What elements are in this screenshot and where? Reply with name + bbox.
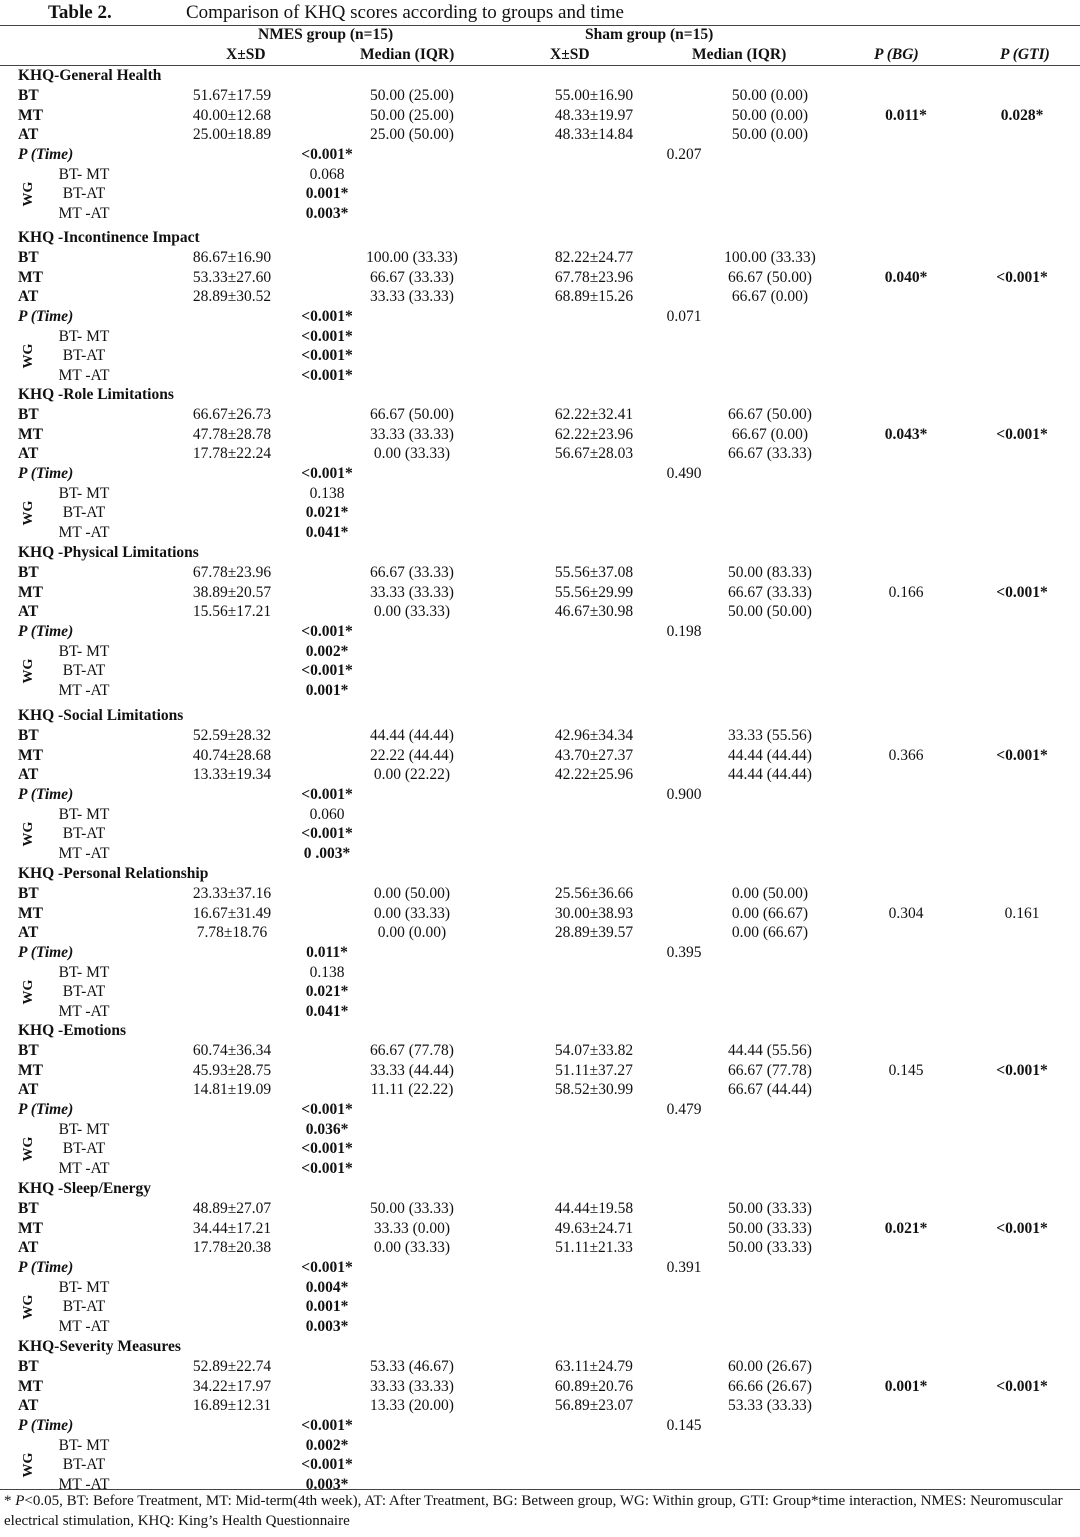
wg-comparison-label: MT -AT [58,844,110,862]
sham-mean-cell: 55.56±37.08 [554,564,634,581]
nmes-mean-cell: 14.81±19.09 [192,1081,272,1099]
nmes-median-cell: 66.67 (33.33) [370,564,454,581]
nmes-mean-cell: 28.89±30.52 [192,288,272,306]
p-time-nmes-value: <0.001* [301,308,353,325]
wg-value: 0 .003* [303,844,351,862]
nmes-median-cell: 33.33 (44.44) [370,1061,454,1079]
p-time-label: P (Time) [18,1417,74,1434]
wg-value: 0.021* [305,983,349,1001]
wg-rotated-label [20,1120,38,1178]
sham-mean-cell: 51.11±37.27 [555,1061,633,1079]
p-gti-value: 0.161 [1004,904,1040,922]
wg-comparison-label: MT -AT [58,204,110,222]
sham-mean-cell: 28.89±39.57 [554,924,634,942]
section-title: KHQ -Social Limitations [18,707,184,724]
wg-rotated-label [20,963,38,1021]
sham-mean-cell: 25.56±36.66 [554,885,634,902]
row-label: MT [18,1377,43,1395]
table-caption [0,2,1080,24]
nmes-median-cell: 100.00 (33.33) [366,249,458,266]
sham-mean-cell: 42.22±25.96 [554,766,634,784]
sham-median-cell: 50.00 (83.33) [728,564,812,581]
row-label: BT [18,564,39,581]
sham-mean-cell: 51.11±21.33 [555,1239,633,1257]
wg-comparison-label: BT- MT [58,642,110,660]
p-gti-value: <0.001* [996,268,1048,286]
nmes-median-cell: 11.11 (22.22) [370,1081,454,1099]
nmes-median-cell: 0.00 (0.00) [377,924,447,942]
row-label: MT [18,904,43,922]
wg-comparison-label: BT-AT [62,347,106,365]
wg-label-text: WG [21,1452,36,1478]
p-gti-header: P (GTI) [1000,46,1050,63]
row-label: MT [18,746,43,764]
wg-label-text: WG [21,821,36,847]
footnote [4,1491,1074,1531]
p-gti-value: <0.001* [996,1061,1048,1079]
p-time-label: P (Time) [18,944,74,961]
p-bg-value: 0.040* [884,268,928,286]
wg-value: <0.001* [301,1159,353,1177]
nmes-mean-cell: 67.78±23.96 [192,564,272,581]
row-label: AT [18,445,39,463]
row-label: AT [18,1239,39,1257]
wg-comparison-label: BT-AT [62,1456,106,1474]
wg-value: 0.002* [305,1436,349,1454]
sham-median-cell: 50.00 (33.33) [728,1239,812,1257]
row-label: BT [18,885,39,902]
wg-comparison-label: MT -AT [58,1002,110,1020]
sham-mean-cell: 49.63±24.71 [554,1219,634,1237]
p-time-label: P (Time) [18,1259,74,1276]
nmes-median-cell: 13.33 (20.00) [370,1397,454,1415]
nmes-median-cell: 50.00 (33.33) [370,1200,454,1217]
nmes-median-cell: 0.00 (33.33) [373,1239,451,1257]
nmes-median-cell: 0.00 (33.33) [373,904,451,922]
section-title: KHQ -Role Limitations [18,386,174,403]
section-title: KHQ -Incontinence Impact [18,229,200,246]
wg-value: 0.138 [309,963,345,981]
sham-median-cell: 66.67 (50.00) [728,406,812,423]
nmes-median-cell: 50.00 (25.00) [370,87,454,104]
sham-mean-cell: 82.22±24.77 [554,249,634,266]
wg-value: <0.001* [301,825,353,843]
p-bg-value: 0.366 [888,746,924,764]
p-gti-value: <0.001* [996,583,1048,601]
wg-value: 0.003* [305,1317,349,1335]
sham-group-header: Sham group (n=15) [585,26,714,43]
sham-mean-cell: 48.33±14.84 [554,126,634,144]
wg-value: 0.002* [305,642,349,660]
table-number: Table 2. [48,2,112,23]
sham-mean-cell: 48.33±19.97 [554,106,634,124]
p-bg-value: 0.145 [888,1061,924,1079]
sham-median-cell: 66.67 (0.00) [731,425,809,443]
p-time-nmes-value: <0.001* [301,465,353,482]
sham-mean-cell: 44.44±19.58 [554,1200,634,1217]
wg-rotated-label [20,1278,38,1336]
wg-value: 0.041* [305,523,349,541]
p-time-sham-value: 0.900 [666,786,702,803]
p-time-sham-value: 0.145 [666,1417,702,1434]
nmes-median-cell: 33.33 (33.33) [370,288,454,306]
p-time-nmes-value: <0.001* [301,1259,353,1276]
nmes-mean-cell: 15.56±17.21 [192,603,272,621]
nmes-mean-cell: 47.78±28.78 [192,425,272,443]
p-time-nmes-value: <0.001* [301,1417,353,1434]
sham-median-header: Median (IQR) [692,46,787,63]
nmes-median-cell: 0.00 (33.33) [373,445,451,463]
sham-mean-cell: 63.11±24.79 [555,1358,633,1375]
wg-label-text: WG [21,343,36,369]
sham-median-cell: 44.44 (55.56) [728,1042,812,1059]
wg-comparison-label: BT- MT [58,484,110,502]
nmes-median-cell: 0.00 (22.22) [373,766,451,784]
row-label: BT [18,727,39,744]
wg-comparison-label: BT- MT [58,805,110,823]
wg-value: 0.003* [305,204,349,222]
nmes-mean-cell: 66.67±26.73 [192,406,272,423]
sham-median-cell: 66.67 (50.00) [728,268,812,286]
p-time-sham-value: 0.391 [666,1259,702,1276]
p-gti-value: <0.001* [996,1377,1048,1395]
p-time-sham-value: 0.395 [666,944,702,961]
p-time-nmes-value: <0.001* [301,146,353,163]
wg-value: 0.004* [305,1278,349,1296]
sham-mean-cell: 42.96±34.34 [554,727,634,744]
wg-comparison-label: MT -AT [58,523,110,541]
row-label: AT [18,603,39,621]
sham-median-cell: 44.44 (44.44) [728,766,812,784]
sham-mean-cell: 30.00±38.93 [554,904,634,922]
p-time-label: P (Time) [18,786,74,803]
nmes-mean-cell: 40.00±12.68 [192,106,272,124]
nmes-median-cell: 0.00 (50.00) [373,885,451,902]
nmes-mean-cell: 34.22±17.97 [192,1377,272,1395]
wg-value: 0.138 [309,484,345,502]
p-time-label: P (Time) [18,465,74,482]
wg-comparison-label: BT- MT [58,165,110,183]
wg-value: 0.001* [305,681,349,699]
footnote-p-label: P [15,1493,25,1509]
wg-comparison-label: MT -AT [58,366,110,384]
top-rule [0,25,1080,26]
wg-value: <0.001* [301,366,353,384]
p-time-sham-value: 0.071 [666,308,702,325]
wg-value: <0.001* [301,1456,353,1474]
wg-rotated-label [20,327,38,385]
nmes-mean-cell: 13.33±19.34 [192,766,272,784]
wg-rotated-label [20,642,38,700]
sham-median-cell: 50.00 (0.00) [731,126,809,144]
wg-comparison-label: MT -AT [58,1317,110,1335]
nmes-mean-cell: 17.78±22.24 [192,445,272,463]
wg-label-text: WG [21,500,36,526]
sham-mean-cell: 68.89±15.26 [554,288,634,306]
sham-mean-cell: 60.89±20.76 [554,1377,634,1395]
wg-value: 0.003* [305,1475,349,1493]
wg-comparison-label: BT-AT [62,185,106,203]
sham-median-cell: 50.00 (50.00) [728,603,812,621]
wg-rotated-label [20,805,38,863]
bottom-rule [0,1489,1080,1490]
nmes-mean-cell: 52.89±22.74 [192,1358,272,1375]
wg-label-text: WG [21,979,36,1005]
p-bg-value: 0.304 [888,904,924,922]
nmes-median-cell: 33.33 (33.33) [370,425,454,443]
wg-comparison-label: BT-AT [62,1140,106,1158]
nmes-mean-cell: 25.00±18.89 [192,126,272,144]
sham-median-cell: 50.00 (0.00) [731,106,809,124]
p-bg-value: 0.021* [884,1219,928,1237]
nmes-median-cell: 53.33 (46.67) [370,1358,454,1375]
sham-mean-cell: 55.00±16.90 [554,87,634,104]
wg-value: <0.001* [301,1140,353,1158]
sham-median-cell: 44.44 (44.44) [728,746,812,764]
row-label: AT [18,126,39,144]
wg-comparison-label: BT-AT [62,504,106,522]
p-time-label: P (Time) [18,146,74,163]
header-rule [0,65,1080,66]
wg-comparison-label: BT- MT [58,1436,110,1454]
p-time-nmes-value: <0.001* [301,1101,353,1118]
wg-label-text: WG [21,1294,36,1320]
p-bg-value: 0.166 [888,583,924,601]
section-title: KHQ -Sleep/Energy [18,1180,152,1197]
sham-median-cell: 50.00 (33.33) [728,1200,812,1217]
wg-comparison-label: BT- MT [58,1278,110,1296]
sham-mean-cell: 56.89±23.07 [554,1397,634,1415]
nmes-median-cell: 0.00 (33.33) [373,603,451,621]
wg-value: 0.060 [309,805,345,823]
nmes-median-cell: 50.00 (25.00) [370,106,454,124]
sham-median-cell: 66.66 (26.67) [728,1377,812,1395]
wg-value: 0.001* [305,185,349,203]
sham-median-cell: 100.00 (33.33) [724,249,816,266]
wg-label-text: WG [21,181,36,207]
nmes-mean-cell: 7.78±18.76 [196,924,268,942]
nmes-mean-header: X±SD [226,46,266,63]
sham-median-cell: 60.00 (26.67) [728,1358,812,1375]
wg-comparison-label: MT -AT [58,1475,110,1493]
wg-comparison-label: BT-AT [62,825,106,843]
row-label: BT [18,249,39,266]
row-label: BT [18,87,39,104]
row-label: MT [18,583,43,601]
nmes-mean-cell: 53.33±27.60 [192,268,272,286]
wg-value: 0.036* [305,1120,349,1138]
footnote-lead: * [4,1493,16,1509]
p-time-nmes-value: <0.001* [301,623,353,640]
nmes-mean-cell: 40.74±28.68 [192,746,272,764]
p-time-nmes-value: <0.001* [301,786,353,803]
p-time-sham-value: 0.207 [666,146,702,163]
p-time-sham-value: 0.490 [666,465,702,482]
section-title: KHQ -Emotions [18,1022,127,1039]
row-label: AT [18,924,39,942]
wg-value: 0.001* [305,1298,349,1316]
nmes-median-cell: 66.67 (33.33) [370,268,454,286]
nmes-group-header: NMES group (n=15) [258,26,394,43]
p-gti-value: <0.001* [996,746,1048,764]
sham-median-cell: 0.00 (66.67) [731,904,809,922]
row-label: AT [18,1397,39,1415]
p-time-label: P (Time) [18,1101,74,1118]
sham-median-cell: 0.00 (66.67) [731,924,809,942]
nmes-mean-cell: 48.89±27.07 [192,1200,272,1217]
p-time-label: P (Time) [18,623,74,640]
nmes-mean-cell: 17.78±20.38 [192,1239,272,1257]
row-label: BT [18,1200,39,1217]
section-title: KHQ -Physical Limitations [18,544,199,561]
wg-comparison-label: BT-AT [62,662,106,680]
sham-mean-cell: 58.52±30.99 [554,1081,634,1099]
wg-comparison-label: BT- MT [58,963,110,981]
row-label: BT [18,406,39,423]
nmes-mean-cell: 45.93±28.75 [192,1061,272,1079]
wg-rotated-label [20,165,38,223]
section-title: KHQ-Severity Measures [18,1338,181,1355]
wg-comparison-label: MT -AT [58,1159,110,1177]
wg-label-text: WG [21,1136,36,1162]
nmes-median-cell: 66.67 (50.00) [370,406,454,423]
p-time-sham-value: 0.198 [666,623,702,640]
sham-mean-cell: 62.22±23.96 [554,425,634,443]
row-label: AT [18,766,39,784]
sham-median-cell: 33.33 (55.56) [728,727,812,744]
nmes-median-cell: 22.22 (44.44) [370,746,454,764]
nmes-median-header: Median (IQR) [360,46,455,63]
sham-mean-cell: 62.22±32.41 [554,406,634,423]
wg-rotated-label [20,1436,38,1494]
wg-comparison-label: BT- MT [58,1120,110,1138]
sham-median-cell: 0.00 (50.00) [731,885,809,902]
wg-value: 0.068 [309,165,345,183]
row-label: MT [18,268,43,286]
sham-median-cell: 66.67 (77.78) [728,1061,812,1079]
nmes-median-cell: 33.33 (0.00) [373,1219,451,1237]
sham-mean-cell: 43.70±27.37 [554,746,634,764]
sham-median-cell: 50.00 (33.33) [728,1219,812,1237]
sham-median-cell: 66.67 (0.00) [731,288,809,306]
p-time-sham-value: 0.479 [666,1101,702,1118]
nmes-mean-cell: 51.67±17.59 [192,87,272,104]
nmes-median-cell: 33.33 (33.33) [370,583,454,601]
row-label: AT [18,1081,39,1099]
sham-mean-cell: 56.67±28.03 [554,445,634,463]
sham-median-cell: 50.00 (0.00) [731,87,809,104]
row-label: MT [18,1061,43,1079]
row-label: BT [18,1042,39,1059]
sham-mean-cell: 55.56±29.99 [554,583,634,601]
table-title: Comparison of KHQ scores according to groups and time [186,2,624,23]
p-gti-value: <0.001* [996,425,1048,443]
wg-value: <0.001* [301,327,353,345]
p-time-label: P (Time) [18,308,74,325]
wg-value: 0.021* [305,504,349,522]
wg-value: <0.001* [301,662,353,680]
nmes-mean-cell: 34.44±17.21 [192,1219,272,1237]
wg-value: <0.001* [301,347,353,365]
row-label: AT [18,288,39,306]
nmes-median-cell: 66.67 (77.78) [370,1042,454,1059]
footnote-text: <0.05, BT: Before Treatment, MT: Mid-term(4th week), AT: After Treatment, BG: Between group, WG: Within group, GTI: Group*time interaction, NMES: Neuromuscular electrical stimulation, KHQ: King’s Health Questionnaire [4,1493,1063,1529]
section-title: KHQ-General Health [18,67,162,84]
nmes-mean-cell: 52.59±28.32 [192,727,272,744]
sham-mean-cell: 67.78±23.96 [554,268,634,286]
nmes-mean-cell: 16.67±31.49 [192,904,272,922]
sham-median-cell: 53.33 (33.33) [728,1397,812,1415]
nmes-mean-cell: 16.89±12.31 [192,1397,272,1415]
wg-value: 0.041* [305,1002,349,1020]
wg-comparison-label: BT-AT [62,983,106,1001]
wg-rotated-label [20,484,38,542]
sham-mean-cell: 54.07±33.82 [554,1042,634,1059]
p-time-nmes-value: 0.011* [306,944,348,961]
sham-mean-header: X±SD [550,46,590,63]
nmes-mean-cell: 23.33±37.16 [192,885,272,902]
sham-median-cell: 66.67 (44.44) [728,1081,812,1099]
nmes-median-cell: 25.00 (50.00) [370,126,454,144]
p-bg-header: P (BG) [874,46,919,63]
nmes-mean-cell: 38.89±20.57 [192,583,272,601]
nmes-mean-cell: 60.74±36.34 [192,1042,272,1059]
nmes-median-cell: 33.33 (33.33) [370,1377,454,1395]
row-label: BT [18,1358,39,1375]
wg-label-text: WG [21,658,36,684]
p-bg-value: 0.001* [884,1377,928,1395]
sham-mean-cell: 46.67±30.98 [554,603,634,621]
p-bg-value: 0.011* [885,106,927,124]
nmes-median-cell: 44.44 (44.44) [370,727,454,744]
wg-comparison-label: BT- MT [58,327,110,345]
nmes-mean-cell: 86.67±16.90 [192,249,272,266]
p-gti-value: 0.028* [1000,106,1044,124]
row-label: MT [18,425,43,443]
section-title: KHQ -Personal Relationship [18,865,209,882]
wg-comparison-label: MT -AT [58,681,110,699]
p-gti-value: <0.001* [996,1219,1048,1237]
sham-median-cell: 66.67 (33.33) [728,445,812,463]
p-bg-value: 0.043* [884,425,928,443]
sham-median-cell: 66.67 (33.33) [728,583,812,601]
row-label: MT [18,1219,43,1237]
wg-comparison-label: BT-AT [62,1298,106,1316]
row-label: MT [18,106,43,124]
